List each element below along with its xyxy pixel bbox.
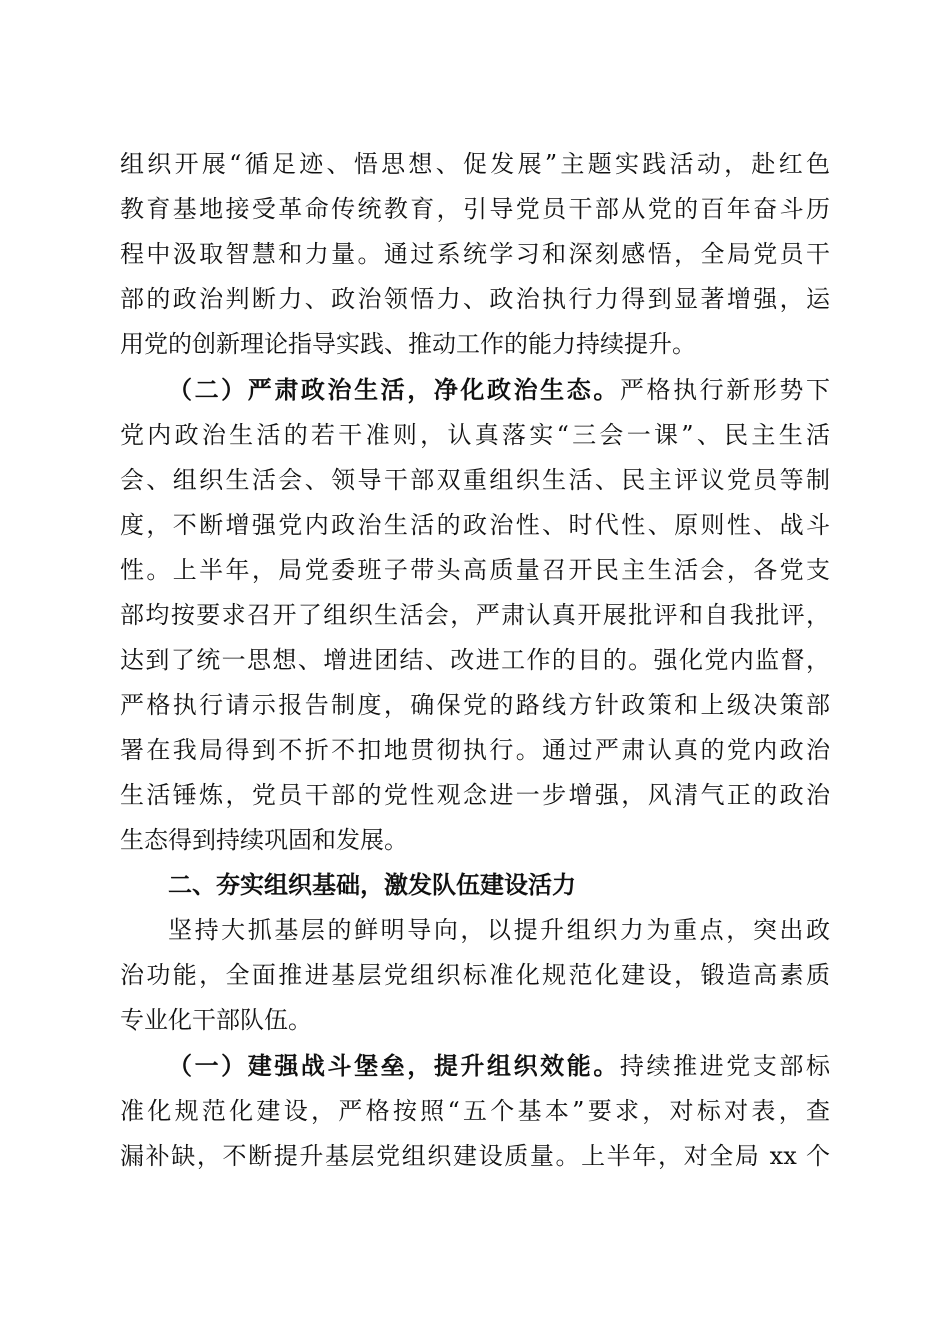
text-fragment: 严格执行新形势下 <box>619 376 831 404</box>
text-line: 党内政治生活的若干准则，认真落实“三会一课”、民主生活 <box>120 421 830 449</box>
text-line: 专业化干部队伍。 <box>120 1006 312 1034</box>
text-line: 组织开展“循足迹、悟思想、促发展”主题实践活动，赴红色 <box>120 150 830 178</box>
text-line: 生态得到持续巩固和发展。 <box>120 826 408 854</box>
paragraph-fortress <box>120 1043 830 1179</box>
text-line: 部均按要求召开了组织生活会，严肃认真开展批评和自我批评， <box>120 601 830 629</box>
document-page <box>120 142 830 1179</box>
section-heading: 二、夯实组织基础，激发队伍建设活力 <box>168 871 576 899</box>
text-line <box>120 1043 830 1089</box>
text-line: 用党的创新理论指导实践、推动工作的能力持续提升。 <box>120 330 696 358</box>
text-line: 度，不断增强党内政治生活的政治性、时代性、原则性、战斗 <box>120 511 830 539</box>
text-line: 教育基地接受革命传统教育，引导党员干部从党的百年奋斗历 <box>120 195 830 223</box>
text-line: 治功能，全面推进基层党组织标准化规范化建设，锻造高素质 <box>120 961 830 989</box>
text-line: 部的政治判断力、政治领悟力、政治执行力得到显著增强，运 <box>120 285 830 313</box>
text-line <box>120 367 830 413</box>
text-line: 性。上半年，局党委班子带头高质量召开民主生活会，各党支 <box>120 556 830 584</box>
paragraph-organization-intro <box>120 908 830 1043</box>
text-line: 坚持大抓基层的鲜明导向，以提升组织力为重点，突出政 <box>168 916 830 944</box>
text-line: 生活锤炼，党员干部的党性观念进一步增强，风清气正的政治 <box>120 781 830 809</box>
text-line: 会、组织生活会、领导干部双重组织生活、民主评议党员等制 <box>120 466 830 494</box>
subsection-lead: （二）严肃政治生活，净化政治生态。 <box>168 375 620 404</box>
text-line: 准化规范化建设，严格按照“五个基本”要求，对标对表，查 <box>120 1097 830 1125</box>
paragraph-study-outcomes <box>120 142 830 367</box>
subsection-lead: （一）建强战斗堡垒，提升组织效能。 <box>168 1051 620 1080</box>
paragraph-political-life <box>120 367 830 863</box>
text-line: 程中汲取智慧和力量。通过系统学习和深刻感悟，全局党员干 <box>120 240 830 268</box>
text-line: 严格执行请示报告制度，确保党的路线方针政策和上级决策部 <box>120 691 830 719</box>
text-line: 漏补缺，不断提升基层党组织建设质量。上半年，对全局 xx 个 <box>120 1142 830 1170</box>
text-line: 署在我局得到不折不扣地贯彻执行。通过严肃认真的党内政治 <box>120 736 830 764</box>
text-fragment: 持续推进党支部标 <box>619 1052 831 1080</box>
text-line: 达到了统一思想、增进团结、改进工作的目的。强化党内监督， <box>120 646 830 674</box>
